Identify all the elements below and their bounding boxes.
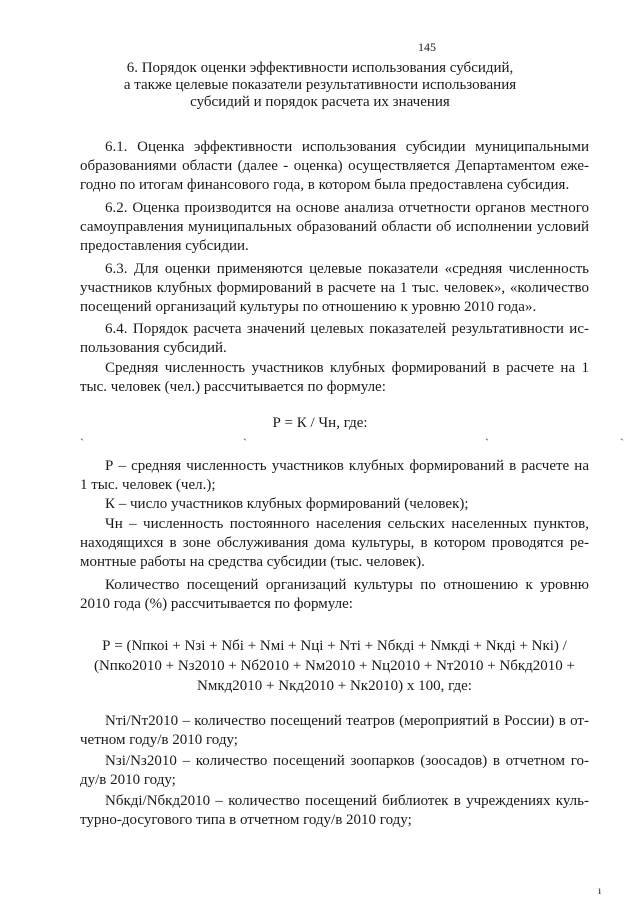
text-line: пользования субсидий. xyxy=(80,340,227,356)
text-line: участников клубных формирований в расчете на 1 тыс. человек», «количество xyxy=(80,280,589,296)
text-line: турно-досугового типа в отчетном году/в 2010 году; xyxy=(80,812,412,828)
section-heading xyxy=(80,60,560,111)
text-line: Nзі/Nз2010 – количество посещений зоопарков (зоосадов) в отчетном го- xyxy=(105,753,589,769)
text-line: Nті/Nт2010 – количество посещений театров (мероприятий в России) в от- xyxy=(105,713,589,729)
definition-k xyxy=(80,495,589,514)
text-line: Чн – численность постоянного населения сельских населенных пунктов, xyxy=(105,516,589,532)
heading-line: а также целевые показатели результативности использования xyxy=(123,77,517,93)
text-line: образованиями области (далее - оценка) осуществляется Департаментом еже- xyxy=(80,158,589,174)
text-line: тыс. человек (чел.) рассчитывается по формуле: xyxy=(80,379,386,395)
scan-mark: ˏ xyxy=(620,427,624,441)
text-line: находящихся в зоне обслуживания дома культуры, в котором проводятся ре- xyxy=(80,535,589,551)
text-line: 6.3. Для оценки применяются целевые показатели «средняя численность xyxy=(105,261,589,277)
text-line: ду/в 2010 году; xyxy=(80,772,176,788)
definition-chn xyxy=(80,515,589,572)
page-number: 145 xyxy=(418,40,436,54)
paragraph-6-2 xyxy=(80,199,589,256)
definition-nt xyxy=(80,712,589,750)
text-line: Средняя численность участников клубных формирований в расчете на 1 xyxy=(105,360,589,376)
text-line: 6.4. Порядок расчета значений целевых показателей результативности ис- xyxy=(105,321,589,337)
heading-line: субсидий и порядок расчета их значения xyxy=(190,94,450,110)
formula-visits xyxy=(80,636,589,696)
text-line: Количество посещений организаций культуры по отношению к уровню xyxy=(105,577,589,593)
paragraph-6-1 xyxy=(80,138,589,195)
formula-line: Р = (Nпкоі + Nзі + Nбі + Nмі + Nці + Nті + Nбкді + Nмкді + Nкді + Nкі) / xyxy=(102,638,567,654)
scan-mark: ˏ xyxy=(80,427,84,441)
text-line: годно по итогам финансового года, в котором была предоставлена субсидия. xyxy=(80,177,570,193)
paragraph-average-members xyxy=(80,359,589,397)
text-line: Р – средняя численность участников клубных формирований в расчете на xyxy=(105,458,589,474)
text-line: посещений организаций культуры по отношению к уровню 2010 года». xyxy=(80,299,537,315)
text-line: 6.1. Оценка эффективности использования субсидии муниципальными xyxy=(105,139,589,155)
paragraph-6-3 xyxy=(80,260,589,317)
text-line: самоуправления муниципальных образований области об исполнении условий xyxy=(80,219,589,235)
text-line: 2010 года (%) рассчитывается по формуле: xyxy=(80,596,353,612)
text-line: 6.2. Оценка производится на основе анализа отчетности органов местного xyxy=(105,200,589,216)
text-line: монтные работы на средства субсидии (тыс. человек). xyxy=(80,554,425,570)
scan-mark: ı xyxy=(598,883,602,897)
formula-line: (Nпко2010 + Nз2010 + Nб2010 + Nм2010 + Nц2010 + Nт2010 + Nбкд2010 + xyxy=(93,658,576,674)
formula-line: Nмкд2010 + Nкд2010 + Nк2010) х 100, где: xyxy=(197,678,472,694)
text-line: Nбкді/Nбкд2010 – количество посещений библиотек в учреждениях куль- xyxy=(105,793,589,809)
text-line: К – число участников клубных формирований (человек); xyxy=(105,496,469,512)
paragraph-6-4 xyxy=(80,320,589,358)
paragraph-visits xyxy=(80,576,589,614)
heading-line: 6. Порядок оценки эффективности использования субсидий, xyxy=(126,60,514,76)
definition-p xyxy=(80,457,589,495)
text-line: предоставления субсидии. xyxy=(80,238,249,254)
text-line: четном году/в 2010 году; xyxy=(80,732,238,748)
definition-nbkd xyxy=(80,792,589,830)
text-line: 1 тыс. человек (чел.); xyxy=(80,477,216,493)
definition-nz xyxy=(80,752,589,790)
formula-members: Р = К / Чн, где: xyxy=(272,415,368,431)
scan-mark: ˏ xyxy=(243,427,247,441)
scan-mark: ˏ xyxy=(485,427,489,441)
